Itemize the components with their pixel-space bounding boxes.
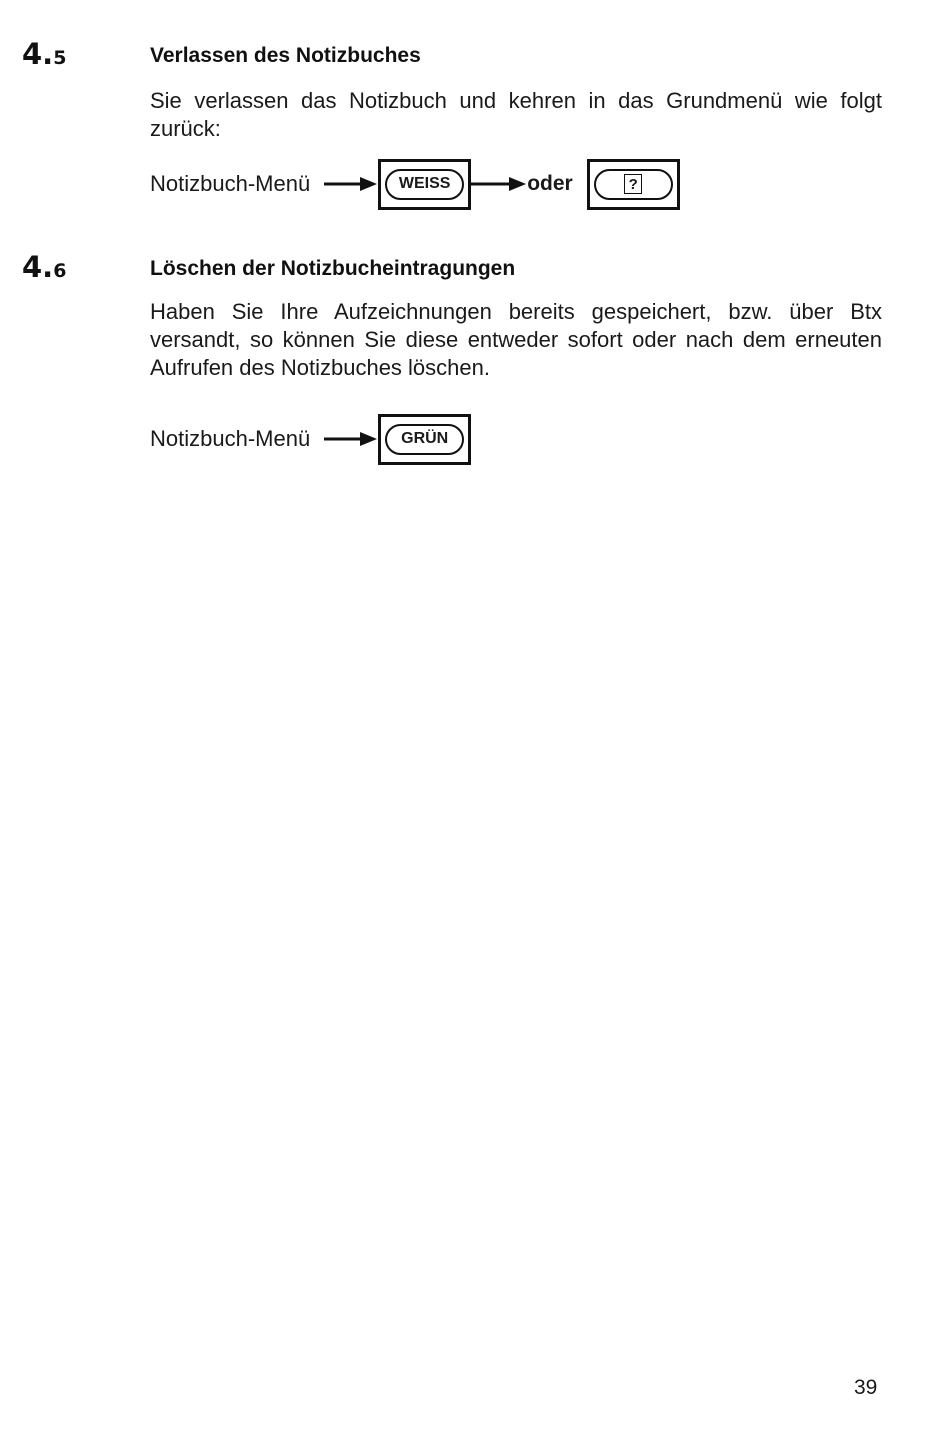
flow-label: Notizbuch-Menü xyxy=(150,171,311,196)
key-question-button[interactable] xyxy=(587,159,680,210)
arrow-right-icon xyxy=(322,176,378,192)
section-number-major: 4. xyxy=(22,37,54,71)
arrow-right-icon xyxy=(471,176,527,192)
key-sequence-loeschen xyxy=(150,413,471,465)
flow-label: Notizbuch-Menü xyxy=(150,426,311,451)
section-number-4-6 xyxy=(22,250,66,284)
connector-oder: oder xyxy=(527,172,573,195)
key-weiss-cap: WEISS xyxy=(385,169,464,200)
page-number: 39 xyxy=(854,1376,878,1399)
section-heading-verlassen: Verlassen des Notizbuches xyxy=(150,44,421,67)
section-number-major: 4. xyxy=(22,250,54,284)
arrow-right-icon xyxy=(322,431,378,447)
key-question-cap xyxy=(594,169,673,200)
key-sequence-verlassen xyxy=(150,158,680,210)
key-gruen-cap: GRÜN xyxy=(385,424,464,455)
key-gruen-button[interactable] xyxy=(378,414,471,465)
key-weiss-button[interactable] xyxy=(378,159,471,210)
section-paragraph-loeschen: Haben Sie Ihre Aufzeichnungen bereits gespeichert, bzw. über Btx versandt, so können Sie diese entweder sofort oder nach dem erneuten Aufrufen des Notizbuches löschen. xyxy=(150,299,882,380)
section-number-minor: 6 xyxy=(53,260,67,282)
section-paragraph-verlassen: Sie verlassen das Notizbuch und kehren in das Grundmenü wie folgt zurück: xyxy=(150,88,882,141)
section-number-minor: 5 xyxy=(53,47,67,69)
section-number-4-5 xyxy=(22,37,66,71)
section-heading-loeschen: Löschen der Notizbucheintragungen xyxy=(150,257,516,280)
question-mark-icon: ? xyxy=(624,174,642,194)
